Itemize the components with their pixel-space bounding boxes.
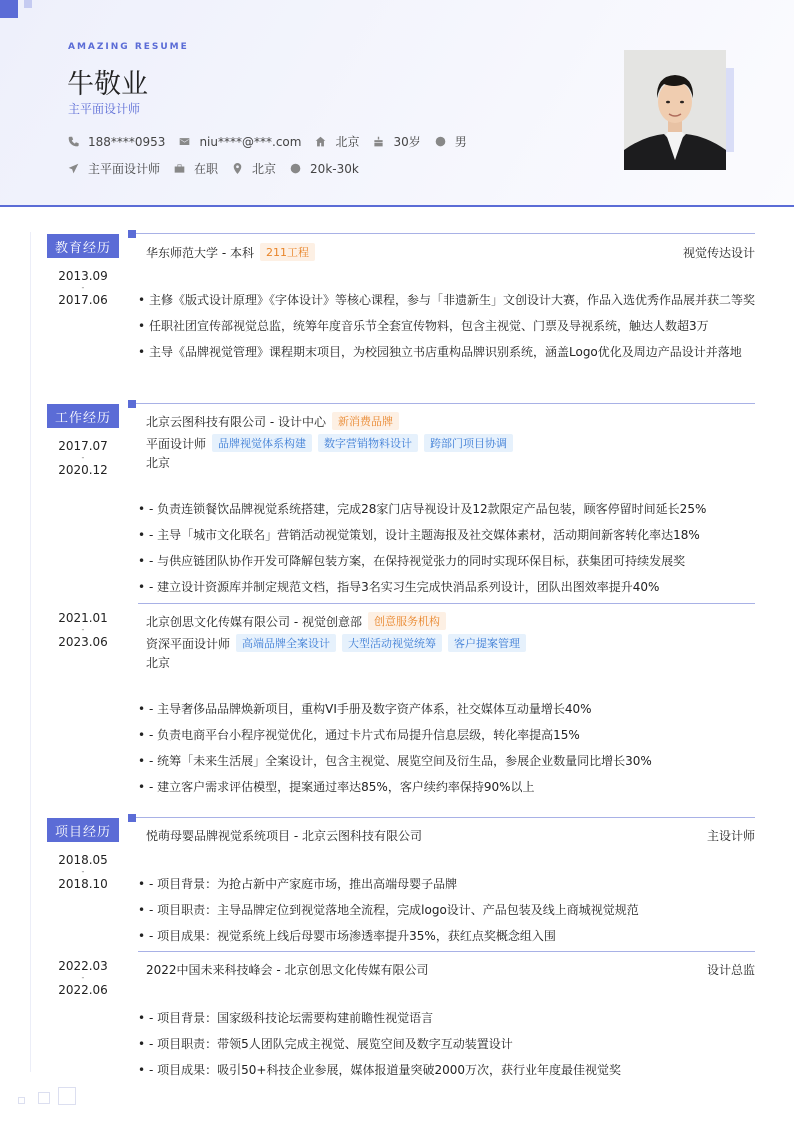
company-title bbox=[146, 412, 399, 430]
start-date: 2017.07 bbox=[58, 439, 108, 453]
list-item: • - 负责连锁餐饮品牌视觉系统搭建，完成28家门店导视设计及12款限定产品包装，顾客停留时间延长25% bbox=[138, 498, 758, 520]
section-label-work: 工作经历 bbox=[47, 404, 119, 428]
work-bullets-1 bbox=[138, 498, 758, 602]
company-badge: 创意服务机构 bbox=[368, 612, 446, 630]
list-item: • - 项目职责：带领5人团队完成主视觉、展览空间及数字互动装置设计 bbox=[138, 1033, 758, 1055]
start-date: 2021.01 bbox=[58, 611, 108, 625]
list-item: • - 项目成果：吸引50+科技企业参展，媒体报道量突破2000万次，获行业年度最佳视觉奖 bbox=[138, 1059, 758, 1081]
position-line bbox=[146, 434, 513, 452]
list-item: • - 主导「城市文化联名」营销活动视觉策划，设计主题海报及社交媒体素材，活动期间新客转化率达18% bbox=[138, 524, 758, 546]
project-title: 悦萌母婴品牌视觉系统项目 - 北京云图科技有限公司 bbox=[146, 829, 422, 843]
email-text: niu****@***.com bbox=[199, 134, 302, 149]
footer-decoration bbox=[58, 1087, 76, 1105]
work-city: 北京 bbox=[146, 456, 171, 470]
end-date: 2023.06 bbox=[58, 635, 108, 649]
work-city: 北京 bbox=[146, 656, 171, 670]
education-bullets bbox=[138, 289, 758, 367]
gender-text: 男 bbox=[454, 135, 467, 149]
email-item bbox=[179, 135, 301, 149]
send-icon bbox=[68, 163, 79, 174]
section-rule bbox=[136, 403, 755, 404]
intent-city-text: 北京 bbox=[252, 162, 277, 176]
cake-icon bbox=[373, 136, 384, 147]
school-title bbox=[146, 243, 315, 261]
age-text: 30岁 bbox=[393, 135, 421, 149]
skill-tag: 客户提案管理 bbox=[448, 634, 526, 652]
gender-item bbox=[435, 133, 467, 150]
footer-decoration bbox=[38, 1092, 50, 1104]
start-date: 2022.03 bbox=[58, 959, 108, 973]
status-text: 在职 bbox=[194, 162, 219, 176]
company-name: 北京云图科技有限公司 - 设计中心 bbox=[146, 414, 326, 429]
footer-decoration bbox=[18, 1097, 25, 1104]
position-title: 平面设计师 bbox=[146, 436, 207, 451]
skill-tag: 品牌视觉体系构建 bbox=[212, 434, 312, 452]
list-item: • - 建立设计资源库并制定规范文档，指导3名实习生完成快消品系列设计，团队出图效率提升40% bbox=[138, 576, 758, 598]
skill-tag: 高端品牌全案设计 bbox=[236, 634, 336, 652]
list-item: • - 建立客户需求评估模型，提案通过率达85%，客户续约率保持90%以上 bbox=[138, 776, 758, 798]
phone-item bbox=[68, 135, 165, 149]
entry-divider bbox=[138, 951, 755, 952]
project-title: 2022中国未来科技峰会 - 北京创思文化传媒有限公司 bbox=[146, 963, 429, 977]
avatar bbox=[624, 50, 726, 170]
project-bullets-2 bbox=[138, 1007, 758, 1085]
list-item: • - 与供应链团队协作开发可降解包装方案，在保持视觉张力的同时实现环保目标，获集团可持续发展奖 bbox=[138, 550, 758, 572]
list-item: • - 负责电商平台小程序视觉优化，通过卡片式布局提升信息层级，转化率提高15% bbox=[138, 724, 758, 746]
major: 视觉传达设计 bbox=[682, 246, 755, 260]
list-item: • 任职社团宣传部视觉总监，统筹年度音乐节全套宣传物料，包含主视觉、门票及导视系统，触达人数超3万 bbox=[138, 315, 758, 337]
skill-tag: 数字营销物料设计 bbox=[318, 434, 418, 452]
list-item: • - 项目职责：主导品牌定位到视觉落地全流程，完成logo设计、产品包装及线上商城视觉规范 bbox=[138, 899, 758, 921]
gender-icon bbox=[435, 136, 446, 147]
section-rule bbox=[136, 817, 755, 818]
corner-decoration bbox=[0, 0, 18, 18]
section-label-projects: 项目经历 bbox=[47, 818, 119, 842]
resume-header bbox=[0, 0, 794, 207]
phone-icon bbox=[68, 136, 79, 147]
phone-text: 188****0953 bbox=[88, 134, 166, 149]
school-badge: 211工程 bbox=[260, 243, 315, 261]
age-item bbox=[373, 133, 420, 150]
list-item: • - 项目背景：为抢占新中产家庭市场，推出高端母婴子品牌 bbox=[138, 873, 758, 895]
candidate-role: 主平面设计师 bbox=[68, 102, 141, 116]
list-item: • 主导《品牌视觉管理》课程期末项目，为校园独立书店重构品牌识别系统，涵盖Logo优化及周边产品设计并落地 bbox=[138, 341, 758, 363]
location-pin-icon bbox=[232, 163, 243, 174]
start-date: 2018.05 bbox=[58, 853, 108, 867]
home-text: 北京 bbox=[335, 135, 360, 149]
project-dates-1: 2018.05 - 2018.10 bbox=[58, 853, 108, 891]
intent-role-item bbox=[68, 160, 160, 177]
list-item: • - 项目背景：国家级科技论坛需要构建前瞻性视觉语言 bbox=[138, 1007, 758, 1029]
project-bullets-1 bbox=[138, 873, 758, 951]
salary-item bbox=[290, 162, 359, 176]
timeline-line bbox=[30, 232, 31, 1072]
start-date: 2013.09 bbox=[58, 269, 108, 283]
section-rule bbox=[136, 233, 755, 234]
company-title bbox=[146, 612, 446, 630]
section-label-education: 教育经历 bbox=[47, 234, 119, 258]
mail-icon bbox=[179, 136, 190, 147]
intent-role-text: 主平面设计师 bbox=[88, 162, 161, 176]
contact-row bbox=[68, 133, 481, 150]
money-icon bbox=[290, 163, 301, 174]
list-item: • - 主导奢侈品品牌焕新项目，重构VI手册及数字资产体系，社交媒体互动量增长40% bbox=[138, 698, 758, 720]
work-bullets-2 bbox=[138, 698, 758, 802]
corner-decoration-small bbox=[24, 0, 32, 8]
work-dates-2: 2021.01 - 2023.06 bbox=[58, 611, 108, 649]
list-item: • - 项目成果：视觉系统上线后母婴市场渗透率提升35%，获红点奖概念组入围 bbox=[138, 925, 758, 947]
candidate-name: 牛敬业 bbox=[67, 69, 148, 100]
position-title: 资深平面设计师 bbox=[146, 636, 231, 651]
section-marker bbox=[128, 230, 136, 238]
skill-tag: 跨部门项目协调 bbox=[424, 434, 513, 452]
school-name: 华东师范大学 - 本科 bbox=[146, 245, 254, 260]
briefcase-icon bbox=[174, 163, 185, 174]
section-marker bbox=[128, 814, 136, 822]
resume-kicker: AMAZING RESUME bbox=[68, 42, 189, 52]
job-intent-row bbox=[68, 160, 373, 177]
company-name: 北京创思文化传媒有限公司 - 视觉创意部 bbox=[146, 614, 362, 629]
salary-text: 20k-30k bbox=[310, 161, 359, 176]
intent-city-item bbox=[232, 160, 276, 177]
skill-tag: 大型活动视觉统筹 bbox=[342, 634, 442, 652]
education-dates: 2013.09 - 2017.06 bbox=[58, 269, 108, 307]
list-item: • 主修《版式设计原理》《字体设计》等核心课程，参与「非遗新生」文创设计大赛，作品入选优秀作品展并获二等奖 bbox=[138, 289, 758, 311]
company-badge: 新消费品牌 bbox=[332, 412, 399, 430]
end-date: 2022.06 bbox=[58, 983, 108, 997]
project-role: 设计总监 bbox=[706, 963, 755, 977]
work-dates-1: 2017.07 - 2020.12 bbox=[58, 439, 108, 477]
entry-divider bbox=[138, 603, 755, 604]
status-item bbox=[174, 160, 218, 177]
position-line bbox=[146, 634, 526, 652]
end-date: 2017.06 bbox=[58, 293, 108, 307]
end-date: 2018.10 bbox=[58, 877, 108, 891]
end-date: 2020.12 bbox=[58, 463, 108, 477]
list-item: • - 统筹「未来生活展」全案设计，包含主视觉、展览空间及衍生品，参展企业数量同比增长30% bbox=[138, 750, 758, 772]
project-dates-2: 2022.03 - 2022.06 bbox=[58, 959, 108, 997]
section-marker bbox=[128, 400, 136, 408]
home-icon bbox=[315, 136, 326, 147]
home-item bbox=[315, 133, 359, 150]
project-role: 主设计师 bbox=[706, 829, 755, 843]
